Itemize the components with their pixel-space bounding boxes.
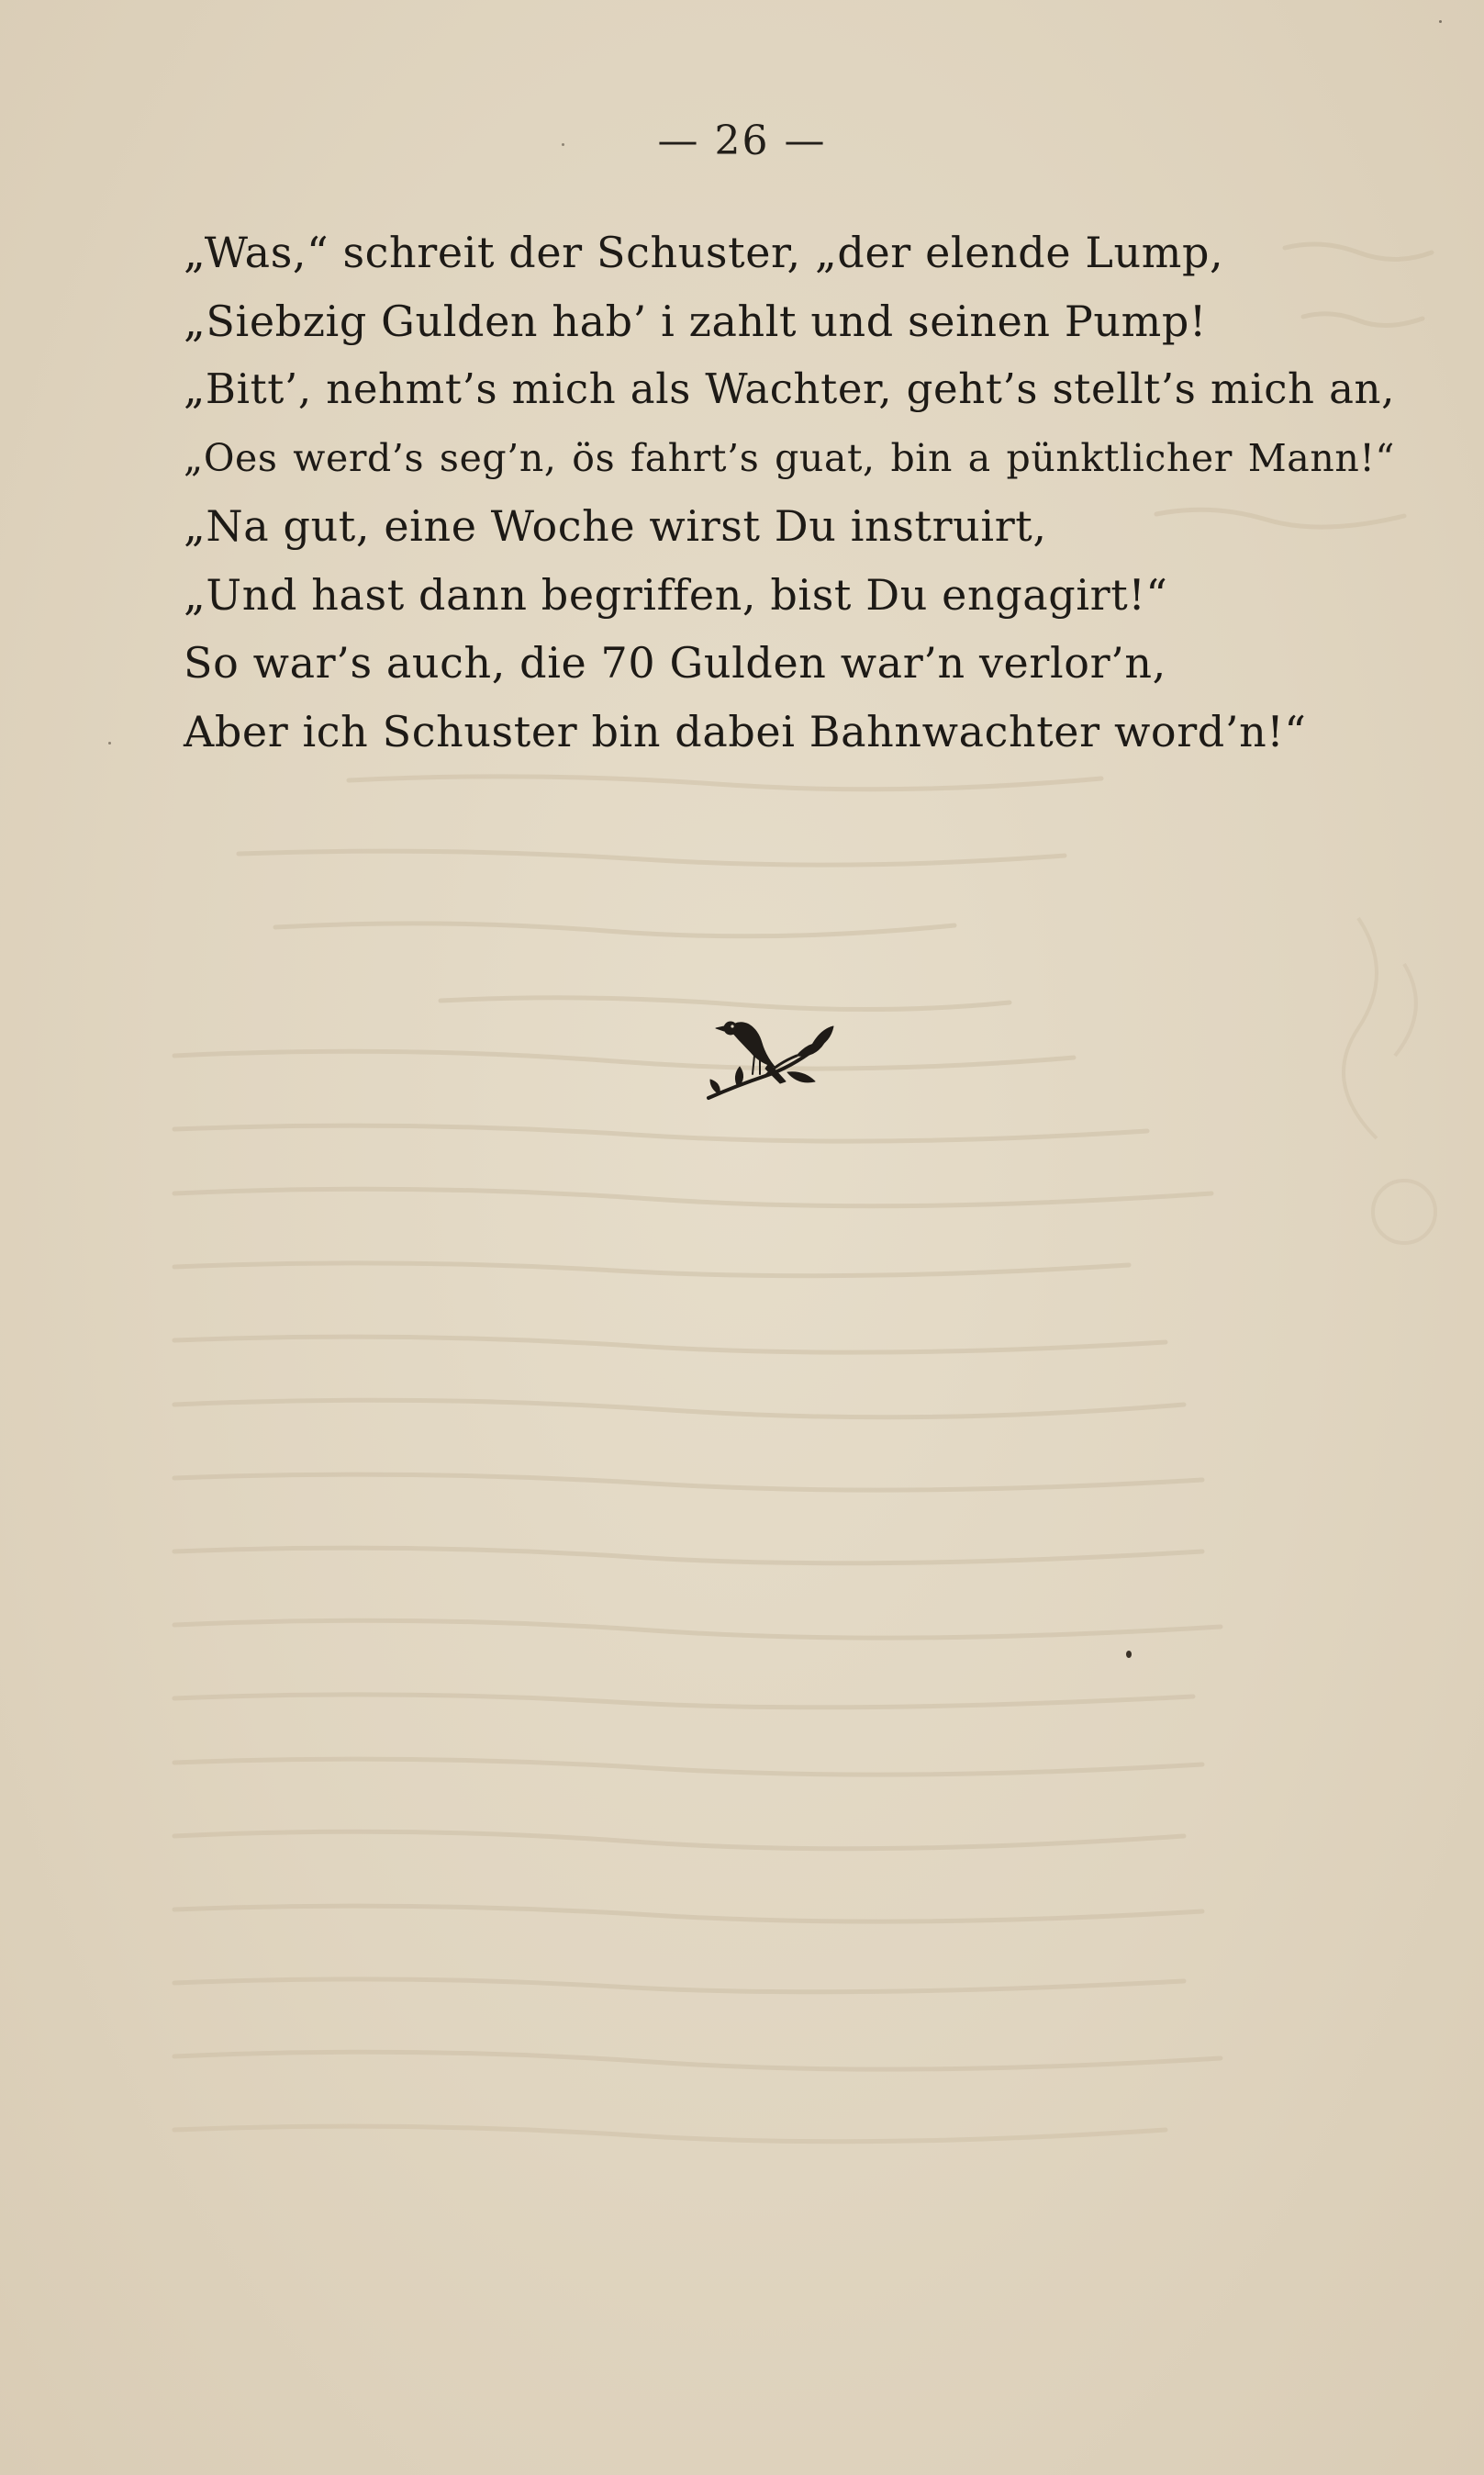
poem-line: „Bitt’, nehmt’s mich als Wachter, geht’s stellt’s mich an,	[184, 364, 1395, 413]
poem-stanza	[184, 218, 1395, 766]
poem-line: „Was,“ schreit der Schuster, „der elende Lump,	[184, 228, 1224, 277]
poem-line: „Na gut, eine Woche wirst Du instruirt,	[184, 501, 1047, 551]
poem-line: So war’s auch, die 70 Gulden war’n verlor’n,	[184, 638, 1166, 688]
bird-on-branch-vignette-icon	[701, 1008, 848, 1109]
poem-line: Aber ich Schuster bin dabei Bahnwachter word’n!“	[184, 706, 1307, 756]
ink-speck	[1126, 1651, 1132, 1658]
page-number: — 26 —	[657, 118, 827, 164]
poem-line: „Und hast dann begriffen, bist Du engagirt!“	[184, 569, 1168, 620]
poem-line: „Siebzig Gulden hab’ i zahlt und seinen Pump!	[184, 296, 1208, 346]
ink-speck	[108, 742, 111, 745]
ink-speck	[562, 143, 564, 146]
ink-speck	[1439, 20, 1442, 23]
poem-line: „Oes werd’s seg’n, ös fahrt’s guat, bin a pünktlicher Mann!“	[184, 435, 1395, 480]
